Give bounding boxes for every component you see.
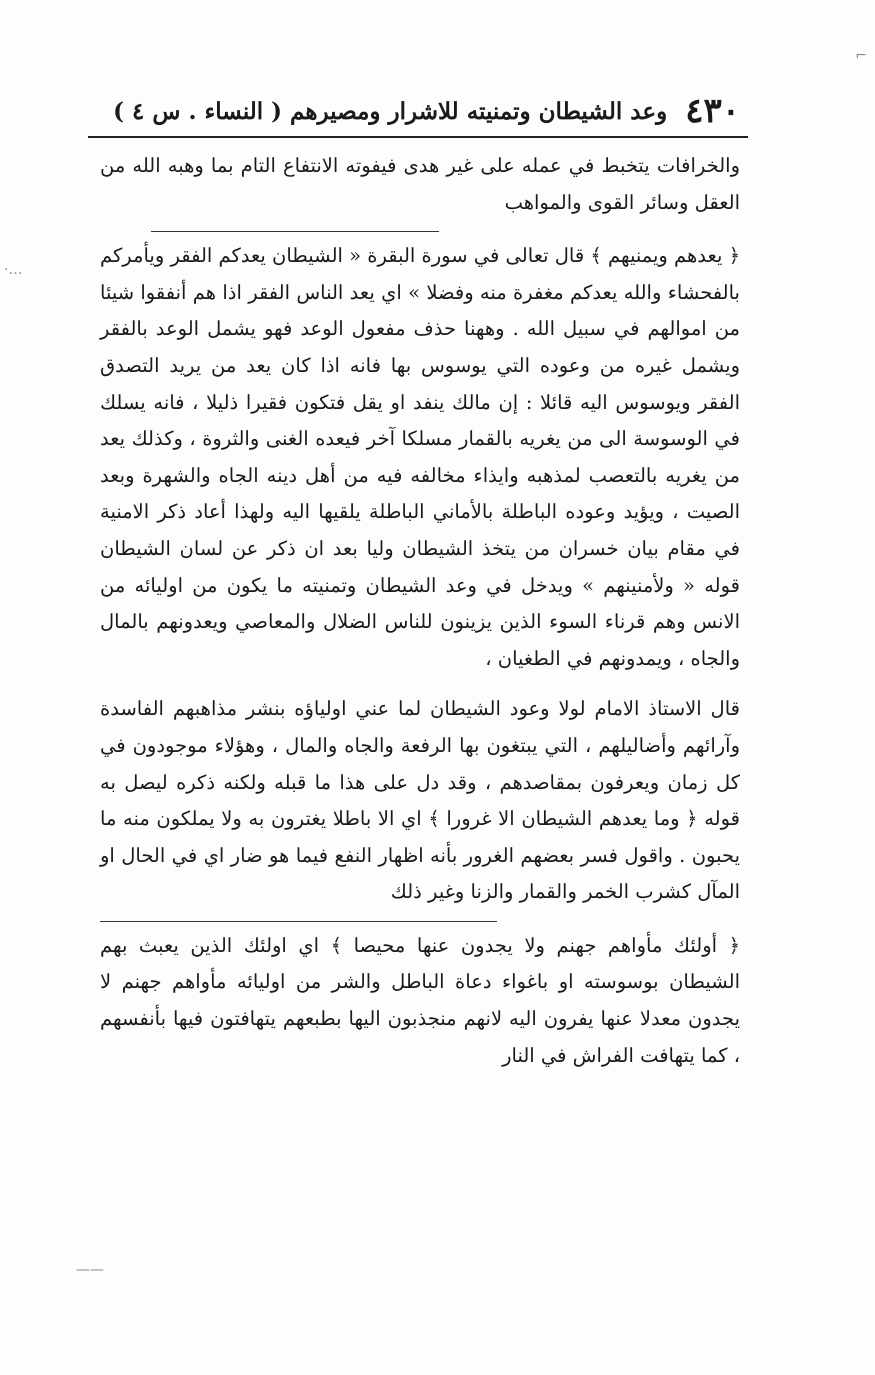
- running-title: وعد الشيطان وتمنيته للاشرار ومصيرهم ( النساء . س ٤ ): [113, 97, 668, 125]
- margin-mark: ——: [76, 1262, 104, 1278]
- page-header: [100, 88, 740, 134]
- paragraph: ﴿ يعدهم ويمنيهم ﴾ قال تعالى في سورة البقرة « الشيطان يعدكم الفقر ويأمركم بالفحشاء والله يعدكم مغفرة منه وفضلا » اي يعد الناس الفقر اذا هم أنفقوا شيئا من اموالهم في سبيل الله . وههنا حذف مفعول الوعد فهو يشمل الوعد بالفقر ويشمل غيره من وعوده التي يوسوس بها فانه اذا كان يعد من يريد التصدق الفقر ويوسوس اليه قائلا : إن مالك ينفد او يقل فتكون فقيرا ذليلا ، فانه يسلك في الوسوسة الى من يغريه بالقمار مسلكا آخر فيعده الغنى والثروة ، وكذلك يعد من يغريه بالتعصب لمذهبه وايذاء مخالفه فيه من أهل دينه الجاه والشهرة وبعد الصيت ، ويؤيد وعوده الباطلة بالأماني الباطلة يلقيها اليه ولهذا أعاد ذكر الامنية في مقام بيان خسران من يتخذ الشيطان وليا بعد ان ذكر عن لسان الشيطان قوله « ولأمنينهم » ويدخل في وعد الشيطان وتمنيته ما يكون من اوليائه من الانس وهم قرناء السوء الذين يزينون للناس الضلال والمعاصي ويعدونهم بالمال والجاه ، ويمدونهم في الطغيان ،: [100, 244, 740, 670]
- paragraph: والخرافات يتخبط في عمله على غير هدى فيفوته الانتفاع التام بما وهبه الله من العقل وسائر القوى والمواهب: [100, 154, 740, 214]
- page-number: ٤٣٠: [685, 91, 740, 131]
- paragraph: ﴿ أولئك مأواهم جهنم ولا يجدون عنها محيصا ﴾ اي اولئك الذين يعبث بهم الشيطان بوسوسته او باغواء دعاة الباطل والشر من اوليائه مأواهم جهنم لا يجدون معدلا عنها يفرون اليه لانهم منجذبون اليها بطبعهم يتهافتون فيها بأنفسهم ، كما يتهافت الفراش في النار: [100, 933, 740, 1067]
- margin-mark: ·…: [4, 262, 23, 278]
- section-divider: [100, 921, 497, 922]
- header-rule: [88, 136, 748, 138]
- paragraph: قال الاستاذ الامام لولا وعود الشيطان لما عني اولياؤه بنشر مذاهبهم الفاسدة وآرائهم وأضاليلهم ، التي يبتغون بها الرفعة والجاه والمال ، وهؤلاء موجودون في كل زمان ويعرفون بمقاصدهم ، وقد دل على هذا ما قبله ولكنه ذكره ليصل به قوله ﴿ وما يعدهم الشيطان الا غرورا ﴾ اي الا باطلا يغترون به ولا يملكون منه ما يحبون . واقول فسر بعضهم الغرور بأنه اظهار النفع فيما هو ضار اي في الحال او المآل كشرب الخمر والقمار والزنا وغير ذلك: [100, 697, 740, 904]
- page-body: [100, 148, 740, 1074]
- section-divider: [151, 231, 439, 232]
- margin-mark: ⌐: [855, 48, 867, 64]
